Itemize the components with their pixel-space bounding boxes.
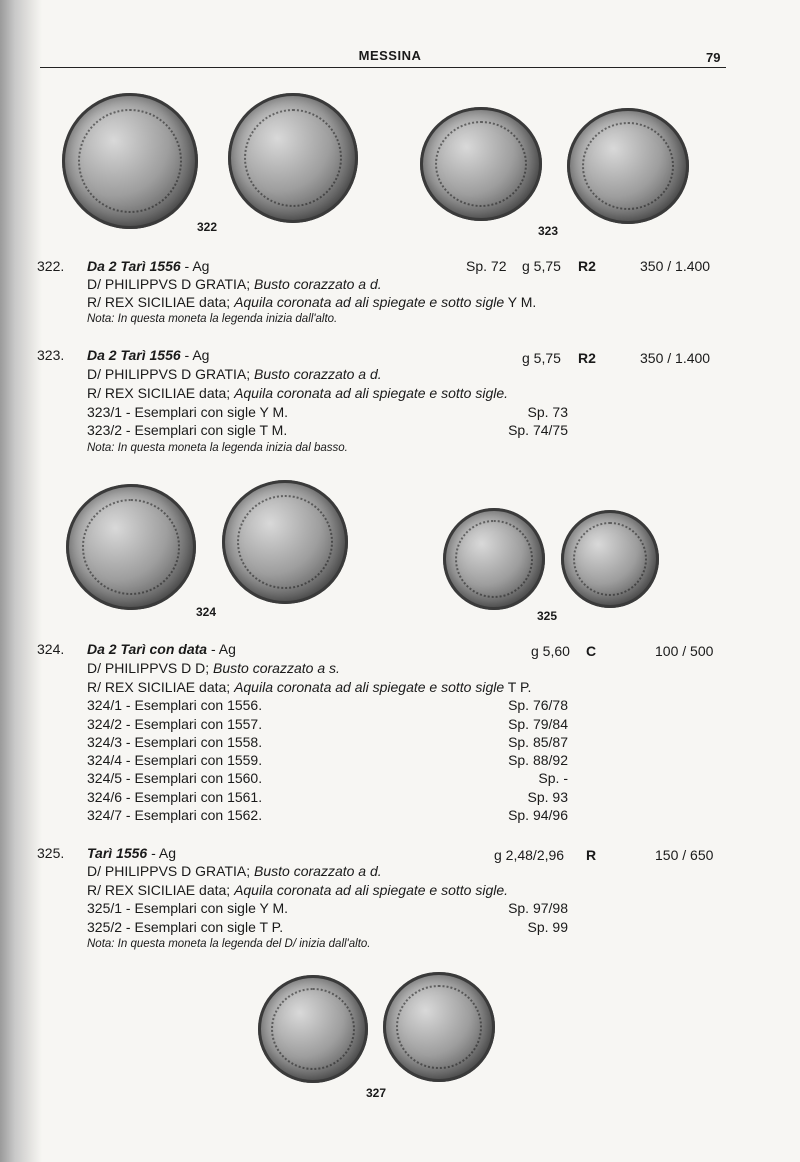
entry-323-rarity: R2 [578, 350, 596, 366]
entry-322-reverse-description: Aquila coronata ad ali spiegate e sotto sigle [234, 294, 505, 310]
entry-325-denomination: Tarì 1556 [87, 845, 148, 861]
entry-323-number: 323. [37, 347, 65, 363]
running-header: MESSINA [358, 48, 422, 63]
entry-322-weight: g 5,75 [522, 258, 561, 274]
entry-324-obverse-legend: D/ PHILIPPVS D D; [87, 660, 214, 676]
variety-325-1-label: 325/1 - Esemplari con sigle Y M. [87, 900, 289, 916]
entry-324-obverse-description: Busto corazzato a s. [213, 660, 340, 676]
entry-322-rarity: R2 [578, 258, 596, 274]
entry-324-weight: g 5,60 [531, 643, 570, 659]
entry-323-obverse [87, 366, 382, 382]
entry-325-weight: g 2,48/2,96 [494, 847, 565, 863]
entry-325-metal: - Ag [147, 845, 176, 861]
entry-325-note: Nota: In questa moneta la legenda del D/ inizia dall'alto. [87, 938, 371, 950]
entry-323-reverse-legend: R/ REX SICILIAE data; [87, 385, 235, 401]
variety-324-5-ref: Sp. - [538, 770, 568, 786]
figure-label-322: 322 [197, 220, 218, 234]
coin-325-reverse-image [561, 510, 659, 608]
entry-322-obverse-description: Busto corazzato a d. [254, 276, 382, 292]
variety-325-2-ref: Sp. 99 [527, 919, 568, 935]
entry-324-price: 100 / 500 [655, 643, 714, 659]
entry-323-obverse-description: Busto corazzato a d. [254, 366, 382, 382]
variety-324-3-label: 324/3 - Esemplari con 1558. [87, 734, 263, 750]
variety-324-7-label: 324/7 - Esemplari con 1562. [87, 807, 263, 823]
entry-325-reverse [87, 882, 508, 898]
entry-324-obverse [87, 660, 340, 676]
entry-325-number: 325. [37, 845, 65, 861]
coin-327-reverse-image [383, 972, 495, 1082]
entry-322-reverse-sigle: Y M. [504, 294, 537, 310]
figure-label-324: 324 [196, 605, 217, 619]
variety-324-4-label: 324/4 - Esemplari con 1559. [87, 752, 263, 768]
entry-324-reverse-description: Aquila coronata ad ali spiegate e sotto sigle [234, 679, 505, 695]
coin-322-reverse-image [228, 93, 358, 223]
figure-label-327: 327 [366, 1086, 387, 1100]
entry-323-weight: g 5,75 [522, 350, 561, 366]
variety-324-2-ref: Sp. 79/84 [508, 716, 568, 732]
entry-323-metal: - Ag [180, 347, 210, 363]
entry-325-title [87, 845, 176, 861]
entry-324-denomination: Da 2 Tarì con data [87, 641, 208, 657]
book-binding-shadow [0, 0, 42, 1162]
entry-322-reverse-legend: R/ REX SICILIAE data; [87, 294, 235, 310]
entry-322-denomination: Da 2 Tarì 1556 [87, 258, 181, 274]
entry-323-reverse-description: Aquila coronata ad ali spiegate e sotto sigle. [234, 385, 509, 401]
entry-322-obverse-legend: D/ PHILIPPVS D GRATIA; [87, 276, 255, 292]
entry-324-title [87, 641, 236, 657]
entry-323-note: Nota: In questa moneta la legenda inizia dal basso. [87, 442, 348, 454]
entry-323-obverse-legend: D/ PHILIPPVS D GRATIA; [87, 366, 255, 382]
entry-322-obverse [87, 276, 382, 292]
entry-324-reverse-sigle: T P. [504, 679, 532, 695]
variety-324-5-label: 324/5 - Esemplari con 1560. [87, 770, 263, 786]
entry-325-price: 150 / 650 [655, 847, 714, 863]
coin-323-reverse-image [567, 108, 689, 224]
entry-323-title [87, 347, 209, 363]
entry-322-reverse [87, 294, 536, 310]
variety-323-1-ref: Sp. 73 [527, 404, 568, 420]
coin-324-obverse-image [66, 484, 196, 610]
entry-325-reverse-legend: R/ REX SICILIAE data; [87, 882, 235, 898]
variety-324-6-label: 324/6 - Esemplari con 1561. [87, 789, 263, 805]
entry-324-number: 324. [37, 641, 65, 657]
page-number: 79 [706, 50, 721, 65]
coin-322-obverse-image [62, 93, 198, 229]
entry-323-price: 350 / 1.400 [640, 350, 711, 366]
variety-323-2-label: 323/2 - Esemplari con sigle T M. [87, 422, 288, 438]
figure-label-325: 325 [537, 609, 558, 623]
entry-322-price: 350 / 1.400 [640, 258, 711, 274]
entry-324-reverse-legend: R/ REX SICILIAE data; [87, 679, 235, 695]
entry-323-denomination: Da 2 Tarì 1556 [87, 347, 181, 363]
entry-325-rarity: R [586, 847, 597, 863]
variety-324-6-ref: Sp. 93 [527, 789, 568, 805]
coin-325-obverse-image [443, 508, 545, 610]
entry-325-reverse-description: Aquila coronata ad ali spiegate e sotto sigle. [234, 882, 509, 898]
variety-323-2-ref: Sp. 74/75 [508, 422, 568, 438]
entry-323-reverse [87, 385, 508, 401]
variety-324-4-ref: Sp. 88/92 [508, 752, 568, 768]
variety-324-1-label: 324/1 - Esemplari con 1556. [87, 697, 263, 713]
variety-325-1-ref: Sp. 97/98 [508, 900, 568, 916]
variety-324-2-label: 324/2 - Esemplari con 1557. [87, 716, 263, 732]
entry-322-note: Nota: In questa moneta la legenda inizia dall'alto. [87, 313, 338, 325]
entry-325-obverse-legend: D/ PHILIPPVS D GRATIA; [87, 863, 255, 879]
variety-324-3-ref: Sp. 85/87 [508, 734, 568, 750]
entry-322-number: 322. [37, 258, 65, 274]
entry-325-obverse [87, 863, 382, 879]
entry-322-metal: - Ag [180, 258, 210, 274]
coin-324-reverse-image [222, 480, 348, 604]
entry-325-obverse-description: Busto corazzato a d. [254, 863, 382, 879]
entry-322-title [87, 258, 209, 274]
variety-324-7-ref: Sp. 94/96 [508, 807, 568, 823]
entry-324-rarity: C [586, 643, 597, 659]
entry-324-metal: - Ag [207, 641, 236, 657]
entry-324-reverse [87, 679, 531, 695]
coin-327-obverse-image [258, 975, 368, 1083]
variety-324-1-ref: Sp. 76/78 [508, 697, 568, 713]
coin-323-obverse-image [420, 107, 542, 221]
variety-323-1-label: 323/1 - Esemplari con sigle Y M. [87, 404, 289, 420]
entry-322-reference: Sp. 72 [466, 258, 507, 274]
header-rule [40, 67, 726, 68]
variety-325-2-label: 325/2 - Esemplari con sigle T P. [87, 919, 284, 935]
figure-label-323: 323 [538, 224, 559, 238]
